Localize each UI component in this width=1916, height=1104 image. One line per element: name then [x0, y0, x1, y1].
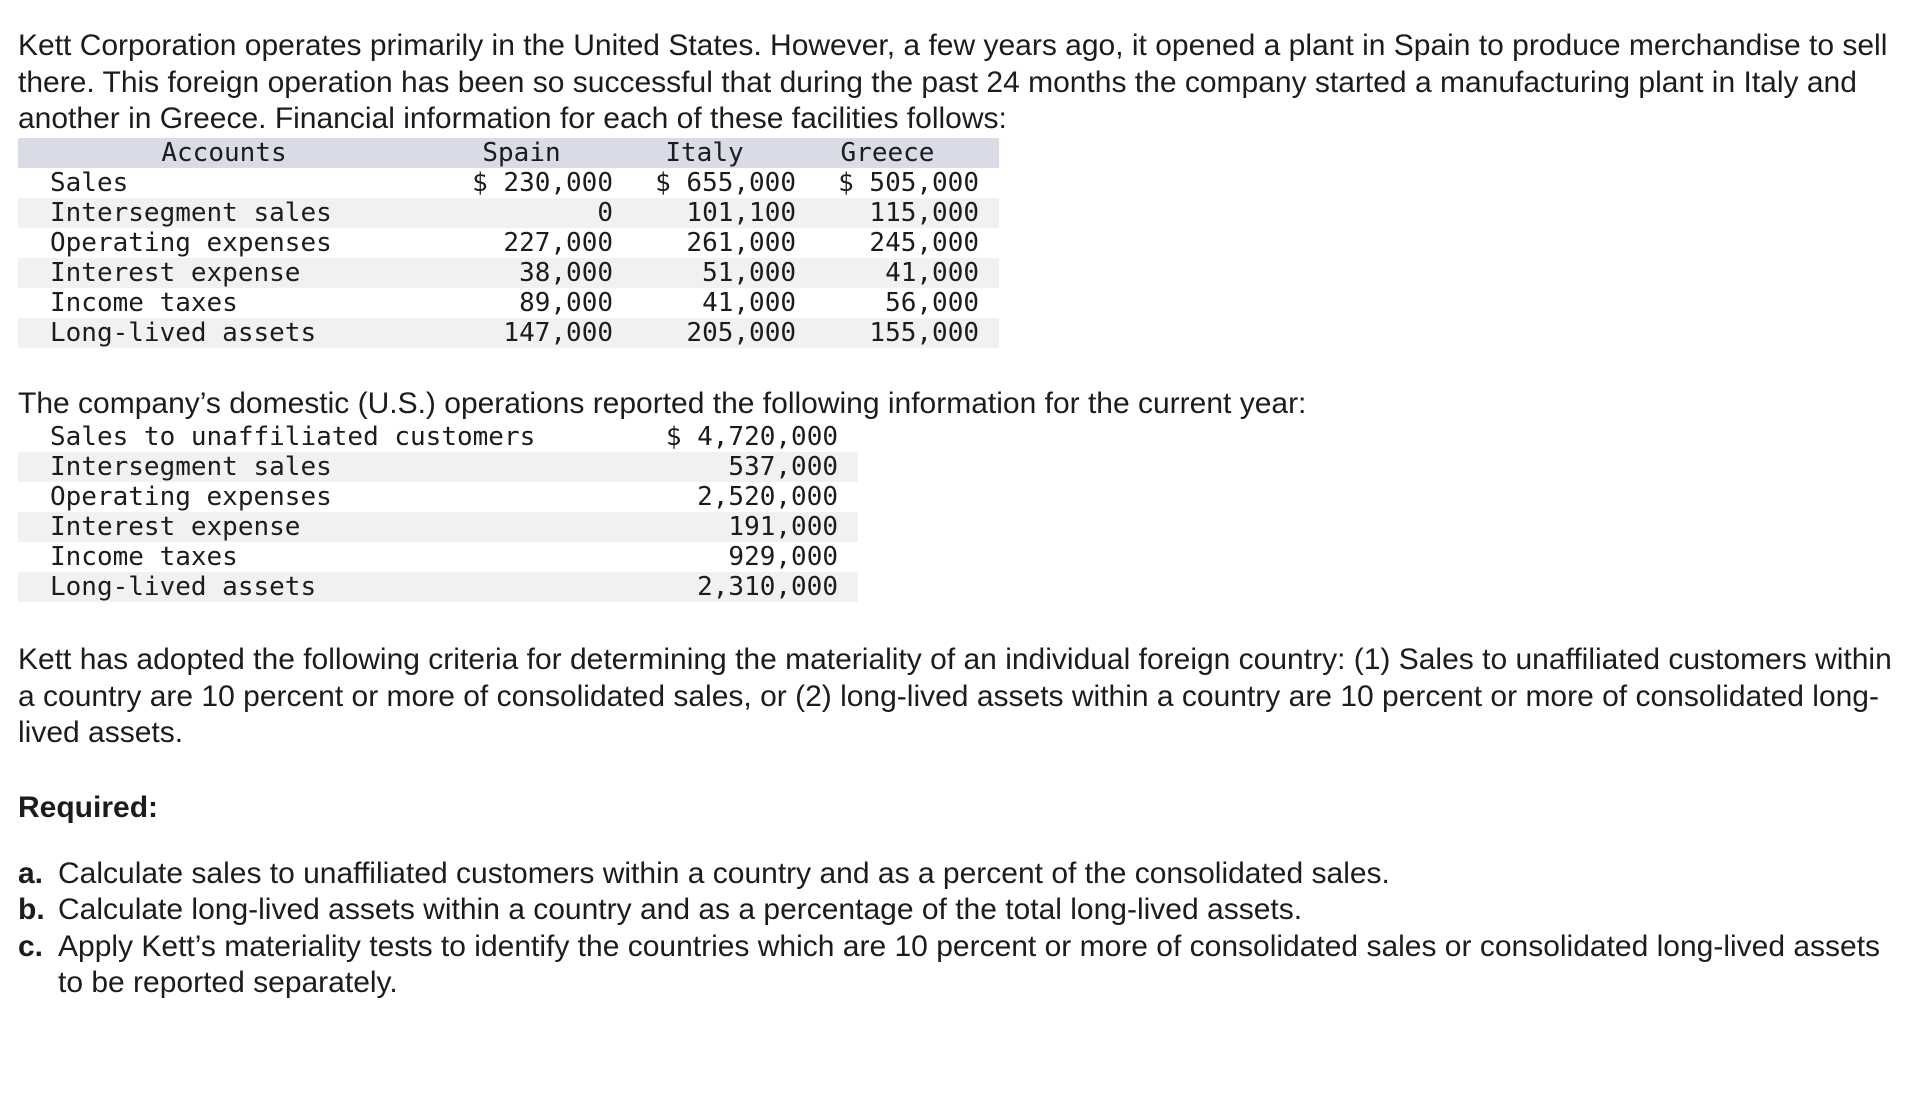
- row-label: Interest expense: [18, 258, 430, 288]
- row-value: 191,000: [645, 512, 858, 542]
- row-value: 2,310,000: [645, 572, 858, 602]
- cell-spain: 0: [430, 198, 613, 228]
- row-label: Operating expenses: [50, 482, 332, 512]
- row-value: 2,520,000: [697, 482, 838, 512]
- row-value: 929,000: [728, 542, 838, 572]
- table-row: [18, 288, 999, 318]
- cell-greece: 155,000: [796, 318, 999, 348]
- row-label: Long-lived assets: [18, 318, 430, 348]
- table-row: [18, 258, 999, 288]
- row-label: Intersegment sales: [18, 198, 430, 228]
- required-heading: Required:: [18, 790, 159, 824]
- table-header-row: [18, 138, 999, 168]
- problem-page: [18, 28, 1898, 1002]
- row-label: Income taxes: [50, 542, 238, 572]
- table-row: [18, 542, 858, 572]
- cell-greece: 41,000: [796, 258, 999, 288]
- list-item: [18, 929, 1898, 1002]
- requirement-letter: b.: [18, 893, 45, 926]
- row-label: Sales to unaffiliated customers: [50, 422, 536, 452]
- criteria-paragraph: Kett has adopted the following criteria for determining the materiality of an individual foreign country: (1) Sales to unaffiliated customers within a country are 10 percent or more of consolidated sales, or (2) long-lived assets within a country are 10 percent or more of consolidated long-lived assets.: [18, 643, 1892, 749]
- foreign-operations-table: [18, 138, 999, 348]
- cell-spain: 89,000: [519, 287, 613, 318]
- cell-italy: 261,000: [686, 227, 796, 258]
- row-value: 537,000: [645, 452, 858, 482]
- cell-italy: 205,000: [613, 318, 796, 348]
- row-value: $ 4,720,000: [665, 422, 838, 452]
- domestic-operations-table: [18, 422, 858, 602]
- intro-paragraph: Kett Corporation operates primarily in the United States. However, a few years ago, it opened a plant in Spain to produce merchandise to sell there. This foreign operation has been so successful that during the past 24 months the company started a manufacturing plant in Italy and another in Greece. Financial information for each of these facilities follows:: [18, 29, 1888, 135]
- table-row: [18, 572, 858, 602]
- cell-spain: 38,000: [430, 258, 613, 288]
- requirement-letter: c.: [18, 929, 44, 963]
- table-row: [18, 228, 999, 258]
- table-row: [18, 318, 999, 348]
- cell-greece: 56,000: [885, 287, 979, 318]
- header-italy: Italy: [613, 138, 796, 168]
- row-label: Income taxes: [50, 287, 238, 318]
- cell-italy: 51,000: [613, 258, 796, 288]
- cell-greece: 245,000: [869, 227, 979, 258]
- cell-spain: 227,000: [503, 227, 613, 258]
- header-greece: Greece: [796, 138, 999, 168]
- list-item: [18, 892, 1898, 929]
- row-label: Operating expenses: [50, 227, 332, 258]
- requirement-text: Calculate long-lived assets within a country and as a percentage of the total long-lived assets.: [58, 893, 1303, 926]
- row-label: Intersegment sales: [18, 452, 645, 482]
- table-row: [18, 422, 858, 452]
- cell-greece: 115,000: [796, 198, 999, 228]
- table-row: [18, 452, 858, 482]
- requirement-text: Calculate sales to unaffiliated customers within a country and as a percent of the consolidated sales.: [58, 856, 1390, 890]
- requirement-text: Apply Kett’s materiality tests to identify the countries which are 10 percent or more of consolidated sales or consolidated long-lived assets to be reported separately.: [58, 929, 1881, 999]
- domestic-intro-paragraph: The company’s domestic (U.S.) operations reported the following information for the current year:: [18, 386, 1307, 420]
- cell-italy: 101,100: [613, 198, 796, 228]
- row-label: Interest expense: [18, 512, 645, 542]
- requirement-letter: a.: [18, 856, 44, 890]
- table-row: [18, 482, 858, 512]
- header-spain: Spain: [430, 138, 613, 168]
- header-accounts: Accounts: [18, 138, 430, 168]
- cell-spain: $ 230,000: [472, 167, 613, 198]
- table-row: [18, 198, 999, 228]
- cell-greece: $ 505,000: [838, 167, 979, 198]
- row-label: Sales: [50, 167, 129, 198]
- list-item: [18, 856, 1898, 893]
- cell-italy: 41,000: [702, 287, 796, 318]
- cell-italy: $ 655,000: [655, 167, 796, 198]
- cell-spain: 147,000: [430, 318, 613, 348]
- requirements-list: [18, 856, 1898, 1002]
- table-row: [18, 512, 858, 542]
- row-label: Long-lived assets: [18, 572, 645, 602]
- table-row: [18, 168, 999, 198]
